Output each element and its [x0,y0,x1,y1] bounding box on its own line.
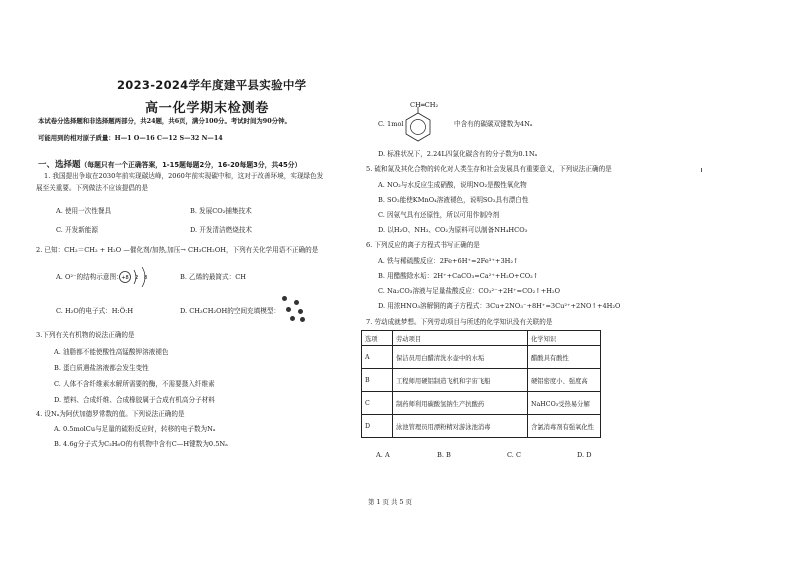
section-note: （每题只有一个正确答案，1-15题每题2分，16-20每题3分，共45分） [80,161,302,169]
svg-text:+8: +8 [121,275,129,282]
table-cell: 工程师用硬铝制造飞机和宇宙飞船 [393,369,528,392]
q7-option-c: C. C [507,451,522,459]
q4-option-c-suffix: 中含有的碳碳双键数为4Nₐ [454,120,533,128]
q7-stem: 7. 劳动成就梦想。下列劳动项目与所述的化学知识没有关联的是 [366,318,553,326]
q7-option-d: D. D [577,451,592,459]
table-cell: 制药师利用碳酸氢钠生产抗酸药 [393,392,528,415]
q2-option-a: A. O²⁻的结构示意图： [56,273,123,281]
q7-option-a: A. A [376,451,390,459]
oxide-ion-structure-diagram [118,264,156,290]
q4-option-d: D. 标准状况下，2.24L四氯化碳含有的分子数为0.1Nₐ [378,150,538,158]
table-cell: 含氯消毒剂有强氧化性 [528,415,601,438]
svg-text:2: 2 [135,275,139,281]
table-cell: 硬铝密度小、强度高 [528,369,601,392]
exam-intro: 本试卷分选择题和非选择题两部分，共24题，共6页，满分100分。考试时间为90分钟。 [38,117,291,125]
table-header-cell: 选项 [362,331,393,346]
q4-option-c-prefix: C. 1mol [378,120,404,128]
scan-mark [701,168,702,172]
table-row [362,392,601,415]
q2-option-d: D. CH₃CH₂OH的空间充填模型： [180,307,281,315]
q2-option-c: C. H₂O的电子式：H:Ö:H [56,307,134,315]
q7-option-b: B. B [437,451,451,459]
q5-stem: 5. 硫和氮及其化合物的转化对人类生存和社会发展具有重要意义，下列说法正确的是 [366,165,612,173]
q1-option-d: D. 开发清洁燃烧技术 [190,226,252,234]
q5-option-b: B. SO₂能使KMnO₄溶液褪色，说明SO₂具有漂白性 [378,196,529,204]
exam-subtitle: 高一化学期末检测卷 [145,101,270,116]
q5-option-d: D. 以H₂O、NH₃、CO₂为原料可以制备NH₄HCO₃ [378,226,528,234]
table-cell: 保洁员用白醋清洗水壶中的水垢 [393,346,528,369]
styrene-vinyl-group: CH═CH₂ [410,101,439,109]
q4-stem: 4. 设Nₐ为阿伏加德罗常数的值。下列说法正确的是 [36,410,185,418]
q3-stem: 3.下列有关有机物的说法正确的是 [36,331,135,339]
table-header-row [362,331,601,346]
page-footer: 第 1 页 共 5 页 [368,498,412,506]
table-row [362,415,601,438]
table-cell: 醋酸具有酸性 [528,346,601,369]
table-cell: NaHCO₃受热易分解 [528,392,601,415]
table-header-cell: 劳动项目 [393,331,528,346]
q3-option-b: B. 蛋白质遇盐溶液都会发生变性 [54,364,149,372]
table-row [362,346,601,369]
q3-option-d: D. 塑料、合成纤维、合成橡胶属于合成有机高分子材料 [54,396,215,404]
table-cell: 泳池管理员用漂粉精对游泳池消毒 [393,415,528,438]
q4-option-a: A. 0.5molCu与足量的硫粉反应时，转移的电子数为Nₐ [54,425,216,433]
section-title: 一、选择题 [38,160,81,170]
exam-title: 2023-2024学年度建平县实验中学 [117,78,307,92]
q5-option-a: A. NO₂与水反应生成硝酸，说明NO₂是酸性氧化物 [378,181,527,189]
q6-stem: 6. 下列反应的离子方程式书写正确的是 [366,241,480,249]
q1-option-c: C. 开发新能源 [56,226,98,234]
q5-option-c: C. 因氨气具有还原性，所以可用作制冷剂 [378,211,500,219]
q1-stem-line1: 1. 我国提出争取在2030年前实现碳达峰，2060年前实现碳中和，这对于改善环境，实现绿色发 [44,172,324,180]
q6-option-b: B. 用醋酸除水垢：2H⁺+CaCO₃=Ca²⁺+H₂O+CO₂↑ [378,272,539,280]
q6-option-d: D. 用浓HNO₃溶解铜的离子方程式：3Cu+2NO₃⁻+8H⁺=3Cu²⁺+2NO↑+4H₂O [378,302,621,310]
table-row [362,369,601,392]
table-cell: C [362,392,393,415]
q3-option-c: C. 人体不含纤维素水解所需要的酶，不需要摄入纤维素 [54,380,215,388]
q2-stem: 2. 已知：CH₂＝CH₂ + H₂O —催化剂/加热,加压→ CH₃CH₂OH，下列有关化学用语不正确的是 [36,246,319,254]
q1-option-a: A. 使用一次性餐具 [56,207,112,215]
q6-option-a: A. 铁与稀硫酸反应：2Fe+6H⁺=2Fe³⁺+3H₂↑ [378,257,519,265]
styrene-structure [402,107,438,145]
q6-option-c: C. Na₂CO₃溶液与足量盐酸反应：CO₃²⁻+2H⁺=CO₂↑+H₂O [378,287,561,295]
table-header-cell: 化学知识 [528,331,601,346]
svg-text:8: 8 [144,275,148,281]
q3-option-a: A. 油脂都不能使酸性高锰酸钾溶液褪色 [54,348,169,356]
q1-option-b: B. 发展CO₂捕集技术 [190,207,252,215]
table-cell: D [362,415,393,438]
atomic-masses: 可能用到的相对原子质量：H—1 O—16 C—12 S—32 N—14 [38,134,223,142]
q7-table [361,330,601,438]
q2-option-b: B. 乙烯的最简式：CH [180,273,246,281]
q4-option-b: B. 4.6g分子式为C₂H₆O的有机物中含有C—H键数为0.5Nₐ [54,440,228,448]
table-cell: A [362,346,393,369]
ethanol-space-filling-model [282,296,306,322]
table-cell: B [362,369,393,392]
section-heading [38,152,301,171]
q1-stem-line2: 展至关重要。下列做法不应该提倡的是 [36,184,149,192]
